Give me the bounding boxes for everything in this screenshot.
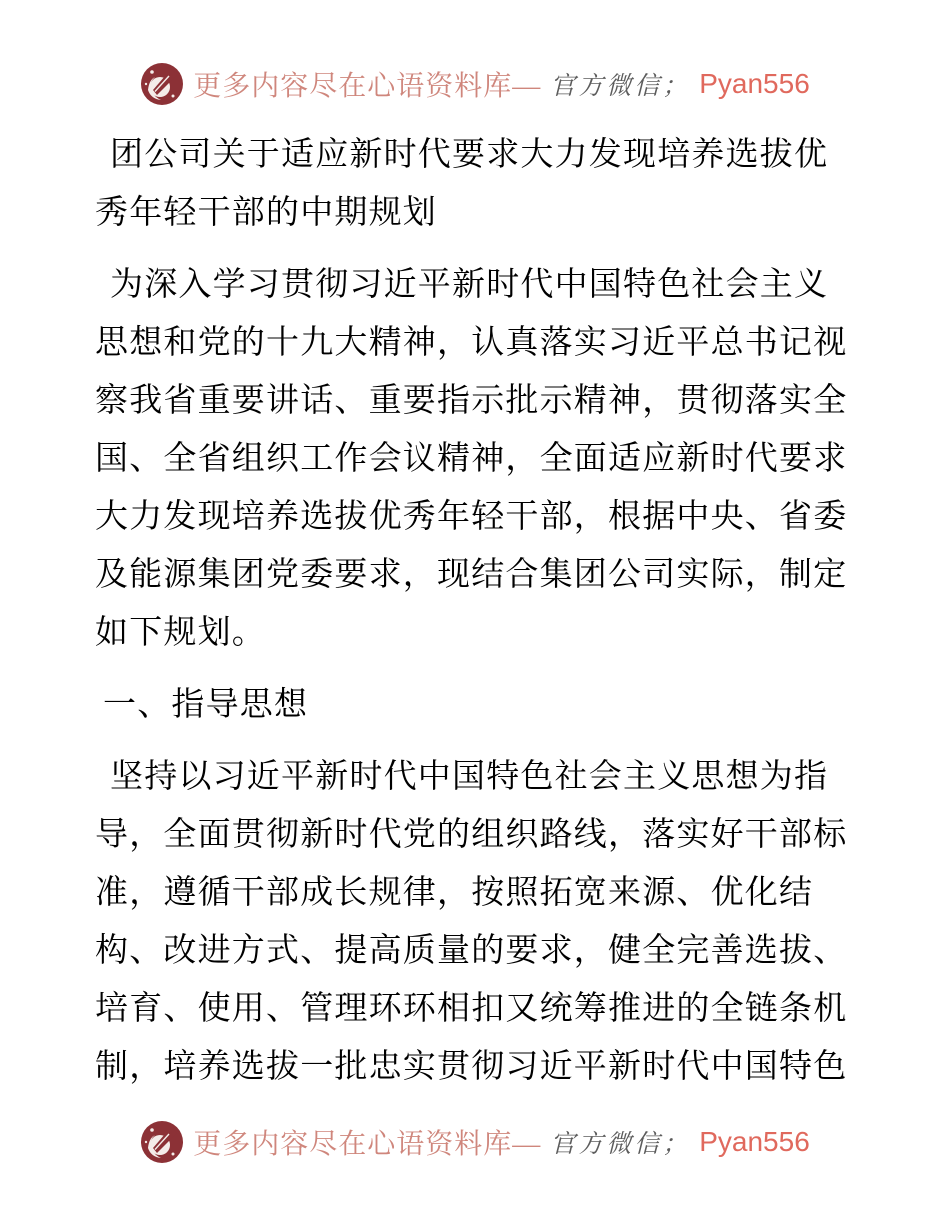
wechat-id: Pyan556 (699, 68, 810, 99)
pen-nib-logo-icon (140, 62, 184, 106)
body-line: 大力发现培养选拔优秀年轻干部，根据中央、省委 (95, 499, 848, 535)
body-line: 为深入学习贯彻习近平新时代中国特色社会主义 (110, 267, 829, 303)
document-body (95, 126, 855, 1110)
title-line: 团公司关于适应新时代要求大力发现培养选拔优 (110, 137, 829, 173)
footer-watermark (0, 1120, 950, 1164)
body-line: 国、全省组织工作会议精神，全面适应新时代要求 (95, 441, 848, 477)
paragraph-1 (95, 256, 855, 662)
body-line: 制，培养选拔一批忠实贯彻习近平新时代中国特色 (95, 1049, 848, 1085)
document-title (95, 126, 855, 242)
pen-nib-logo-icon (140, 1120, 184, 1164)
heading-line: 一、指导思想 (103, 687, 309, 723)
body-line: 准，遵循干部成长规律，按照拓宽来源、优化结 (95, 875, 814, 911)
wechat-id: Pyan556 (699, 1126, 810, 1157)
title-line: 秀年轻干部的中期规划 (95, 195, 437, 231)
paragraph-2 (95, 748, 855, 1096)
body-line: 如下规划。 (95, 615, 266, 651)
body-line: 导，全面贯彻新时代党的组织路线，落实好干部标 (95, 817, 848, 853)
body-line: 构、改进方式、提高质量的要求，健全完善选拔、 (95, 933, 848, 969)
watermark-text: 更多内容尽在心语资料库— (193, 71, 542, 102)
body-line: 坚持以习近平新时代中国特色社会主义思想为指 (110, 759, 829, 795)
body-line: 及能源集团党委要求，现结合集团公司实际，制定 (95, 557, 848, 593)
wechat-label: 官方微信； (550, 1131, 691, 1158)
body-line: 思想和党的十九大精神，认真落实习近平总书记视 (95, 325, 848, 361)
wechat-label: 官方微信； (550, 73, 691, 100)
body-line: 察我省重要讲话、重要指示批示精神，贯彻落实全 (95, 383, 848, 419)
header-watermark (0, 62, 950, 106)
body-line: 培育、使用、管理环环相扣又统筹推进的全链条机 (95, 991, 848, 1027)
watermark-text: 更多内容尽在心语资料库— (193, 1129, 542, 1160)
section-heading-1 (95, 676, 855, 734)
